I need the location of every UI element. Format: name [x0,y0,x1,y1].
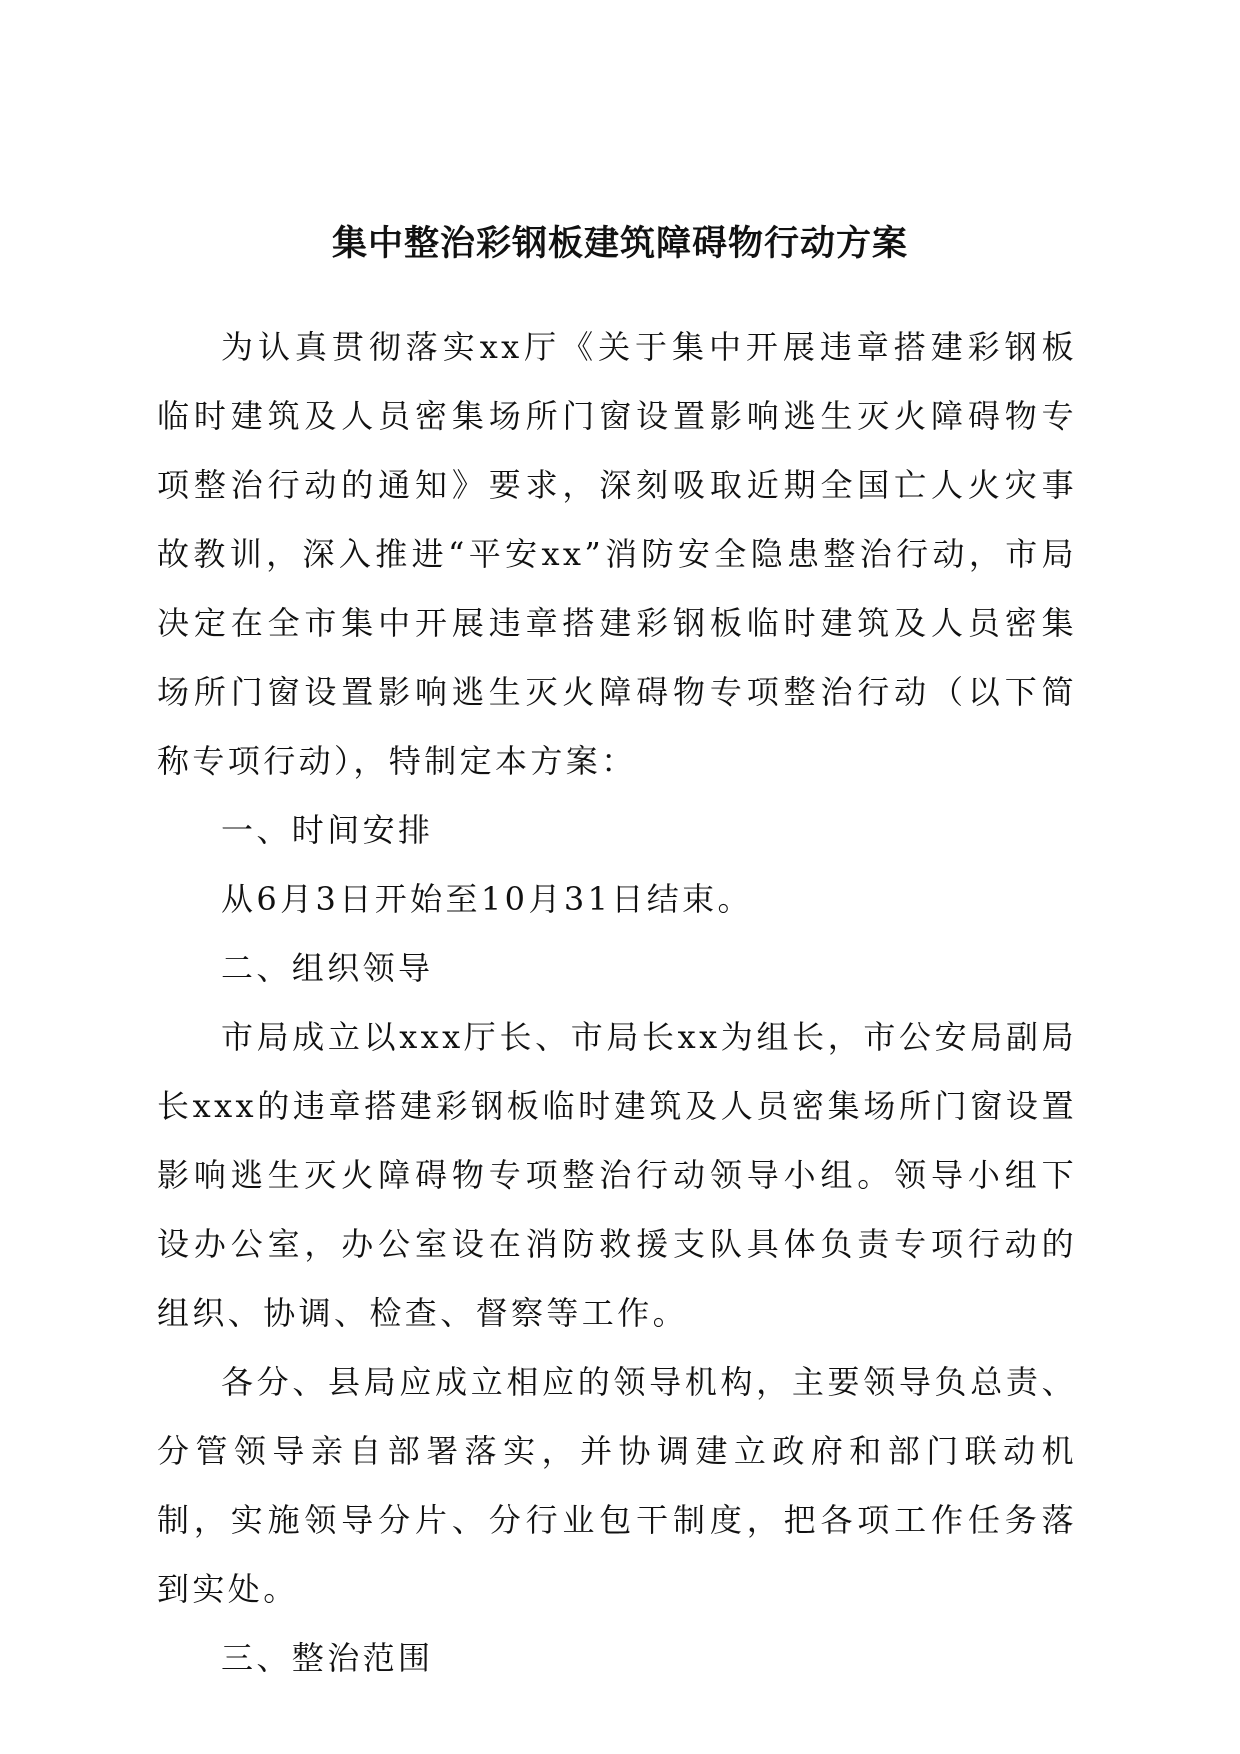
section-heading-time: 一、时间安排 [221,811,434,849]
intro-paragraph: 为认真贯彻落实xx厅《关于集中开展违章搭建彩钢板临时建筑及人员密集场所门窗设置影响逃生灭火障碍物专项整治行动的通知》要求，深刻吸取近期全国亡人火灾事故教训，深入推进“平安xx”消防安全隐患整治行动，市局决定在全市集中开展违章搭建彩钢板临时建筑及人员密集场所门窗设置影响逃生灭火障碍物专项整治行动（以下简称专项行动），特制定本方案： [157,328,1077,780]
section-heading-scope: 三、整治范围 [221,1639,434,1677]
document-body [157,313,1077,1693]
time-paragraph: 从6月3日开始至10月31日结束。 [221,880,753,918]
organization-paragraph: 市局成立以xxx厅长、市局长xx为组长，市公安局副局长xxx的违章搭建彩钢板临时建筑及人员密集场所门窗设置影响逃生灭火障碍物专项整治行动领导小组。领导小组下设办公室，办公室设在消防救援支队具体负责专项行动的组织、协调、检查、督察等工作。 [157,1018,1077,1332]
document-title: 集中整治彩钢板建筑障碍物行动方案 [331,224,908,264]
section-heading-organization: 二、组织领导 [221,949,434,987]
county-paragraph: 各分、县局应成立相应的领导机构，主要领导负总责、分管领导亲自部署落实，并协调建立政府和部门联动机制，实施领导分片、分行业包干制度，把各项工作任务落到实处。 [157,1363,1077,1608]
